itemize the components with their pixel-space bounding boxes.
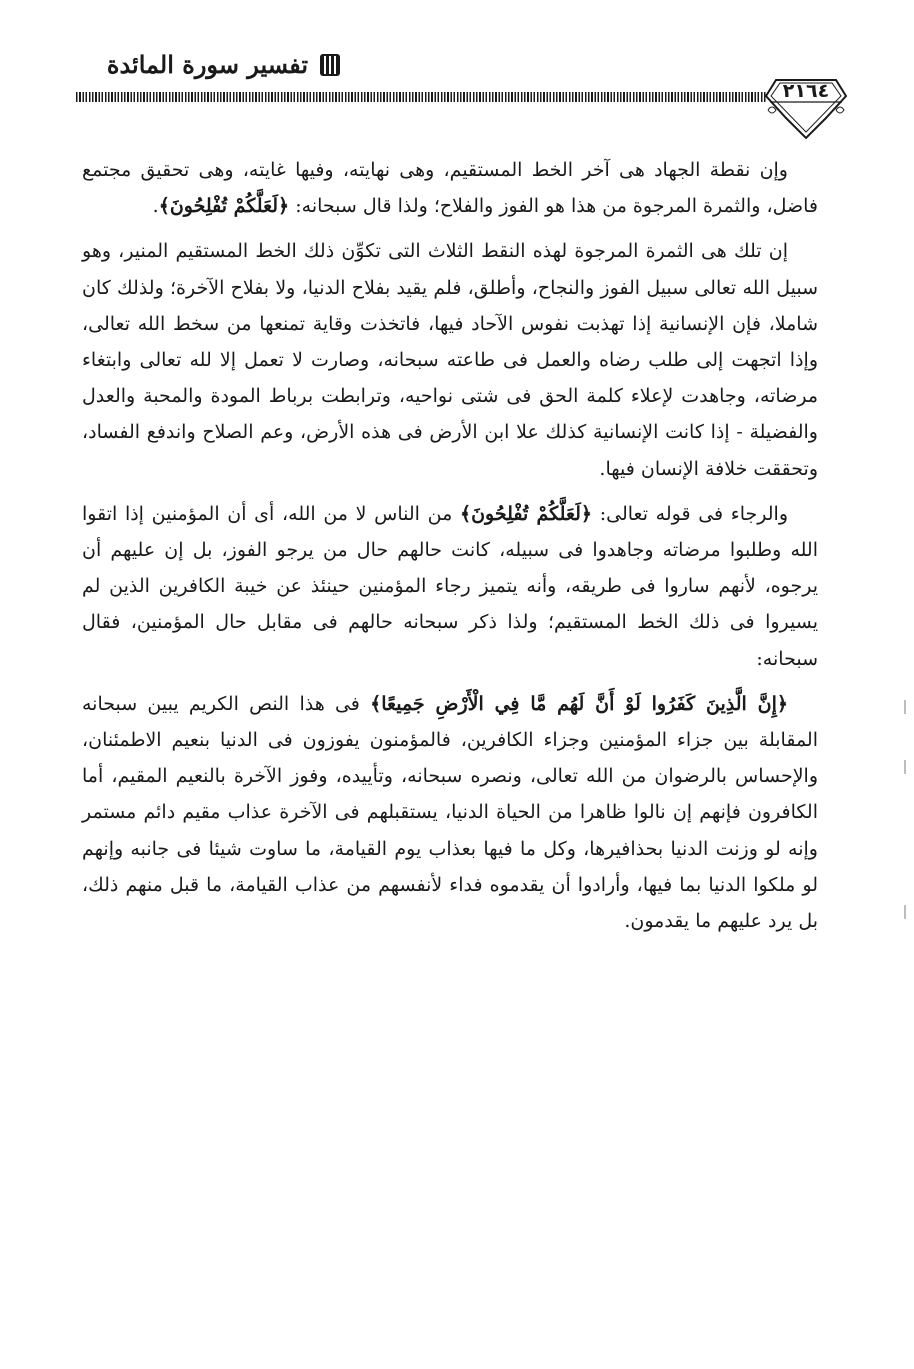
running-title: تفسير سورة المائدة <box>106 50 308 79</box>
book-spine-icon <box>318 52 342 78</box>
paragraph <box>82 686 818 939</box>
scan-edge-mark <box>904 700 906 714</box>
paragraph-text: فى هذا النص الكريم يبين سبحانه المقابلة بين جزاء المؤمنين وجزاء الكافرين، فالمؤمنون يفوزون فى الدنيا بنعيم الاطمئنان، والإحساس بالرضوان من الله تعالى، ونصره سبحانه، وتأييده، وفوز الآخرة بالنعيم المقيم، أما الكافرون فإنهم إن نالوا ظاهرا من الحياة الدنيا، يستقبلهم فى الآخرة عذاب مقيم دائم مستمر وإنه لو وزنت الدنيا بحذافيرها، وكل ما فيها بعذاب يوم القيامة، ما ساوت شيئا فى جانبه وإنهم لو ملكوا الدنيا بما فيها، وأرادوا أن يقدموه فداء لأنفسهم من عذاب القيامة، ما قبل منهم ذلك، بل يرد عليهم ما يقدمون. <box>82 692 818 933</box>
page-number: ٢١٦٤ <box>782 80 830 102</box>
paragraph <box>82 496 818 677</box>
paragraph-text: من الناس لا من الله، أى أن المؤمنين إذا اتقوا الله وطلبوا مرضاته وجاهدوا فى سبيله، كانت حالهم حال من يرجو الفوز، بل إن عليهم أن يرجوه، لأنهم ساروا فى طريقه، وأنه يتميز رجاء المؤمنين حينئذ عن خيبة الكافرين الذين لم يسيروا فى ذلك الخط المستقيم؛ ولذا ذكر سبحانه حالهم فى مقابل حال المؤمنين، فقال سبحانه: <box>82 502 818 670</box>
quran-verse: ﴿إِنَّ الَّذِينَ كَفَرُوا لَوْ أَنَّ لَهُم مَّا فِي الْأَرْضِ جَمِيعًا﴾ <box>370 692 788 715</box>
paragraph-text: وإن نقطة الجهاد هى آخر الخط المستقيم، وهى نهايته، وفيها غايته، وهى تحقيق مجتمع فاضل، والثمرة المرجوة من هذا هو الفوز والفلاح؛ ولذا قال سبحانه: <box>82 159 818 218</box>
scan-edge-mark <box>904 905 906 919</box>
commentary-body <box>82 152 818 939</box>
paragraph <box>82 152 818 224</box>
paragraph-text: . <box>152 195 159 218</box>
header-rule <box>76 92 766 102</box>
paragraph-text: والرجاء فى قوله تعالى: <box>592 502 788 525</box>
paragraph: إن تلك هى الثمرة المرجوة لهذه النقط الثلاث التى تكوِّن ذلك الخط المستقيم المنير، وهو سبيل الله تعالى سبيل الفوز والنجاح، وأطلق، فلم يقيد بفلاح الدنيا، ولا بفلاح الآخرة؛ ولذلك كان شاملا، فإن الإنسانية إذا تهذبت نفوس الآحاد فيها، فاتخذت وقاية تمنعها من سخط الله تعالى، وإذا اتجهت إلى طلب رضاه والعمل فى طاعته سبحانه، وصارت لا تعمل إلا لله تعالى وابتغاء مرضاته، وجاهدت لإعلاء كلمة الحق فى شتى نواحيه، وترابطت برباط المودة والمحبة والعدل والفضيلة - إذا كانت الإنسانية كذلك علا ابن الأرض فى هذه الأرض، وعم الصلاح واندفع الفساد، وتحققت خلافة الإنسان فيها. <box>82 240 819 480</box>
quran-quote: ﴿لَعَلَّكُمْ تُفْلِحُونَ﴾ <box>459 502 593 525</box>
quran-quote: ﴿لَعَلَّكُمْ تُفْلِحُونَ﴾ <box>158 195 290 218</box>
page-header <box>0 0 914 140</box>
scan-edge-mark <box>904 760 906 774</box>
